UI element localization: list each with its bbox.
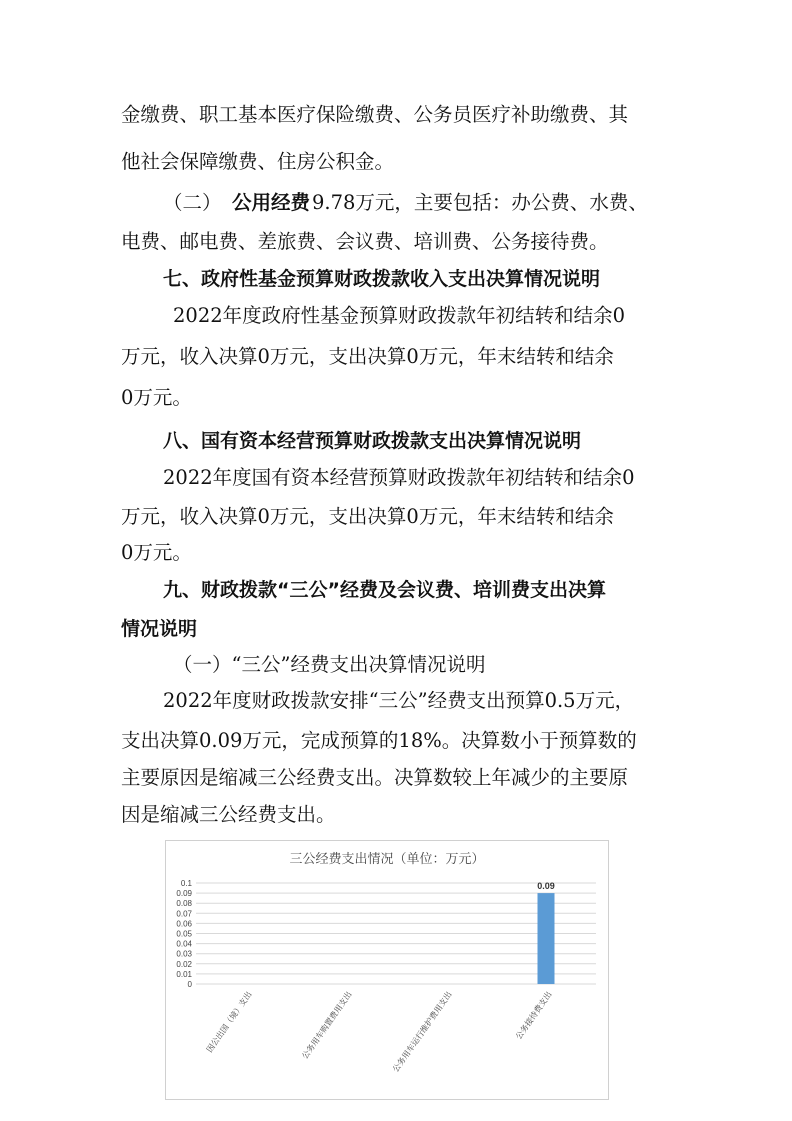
- x-category-label: 公务用车运行维护费用支出: [391, 989, 454, 1074]
- bar-chart: [166, 841, 608, 1099]
- y-tick-label: 0: [187, 980, 192, 989]
- text-line: 9.78万元，主要包括：办公费、水费、: [312, 191, 648, 214]
- text-line: 2022年度财政拨款安排“三公”经费支出预算0.5万元，: [163, 689, 635, 712]
- text-line: 主要原因是缩减三公经费支出。决算数较上年减少的主要原: [121, 766, 629, 789]
- bold-term: 公用经费: [232, 191, 311, 214]
- y-tick-label: 0.03: [176, 949, 192, 959]
- text-line: 他社会保障缴费、住房公积金。: [121, 150, 395, 173]
- text-line: 0万元。: [121, 541, 192, 564]
- y-tick-label: 0.1: [180, 879, 192, 888]
- y-tick-label: 0.06: [176, 919, 192, 929]
- heading-7: 七、政府性基金预算财政拨款收入支出决算情况说明: [163, 268, 601, 290]
- x-category-label: 公务用车购置费用支出: [300, 989, 354, 1061]
- subsection-heading: （一）“三公”经费支出决算情况说明: [173, 653, 486, 676]
- data-label: 0.09: [537, 881, 555, 892]
- text-line: 因是缩减三公经费支出。: [121, 803, 336, 826]
- text-line: 万元，收入决算0万元，支出决算0万元，年末结转和结余: [121, 505, 614, 528]
- y-tick-label: 0.08: [176, 899, 192, 909]
- heading-9: 九、财政拨款“三公”经费及会议费、培训费支出决算: [163, 579, 606, 601]
- subsection-label: （二）: [163, 191, 222, 214]
- y-tick-label: 0.01: [176, 969, 192, 979]
- text-line: 万元，收入决算0万元，支出决算0万元，年末结转和结余: [121, 345, 614, 368]
- heading-8: 八、国有资本经营预算财政拨款支出决算情况说明: [163, 430, 582, 452]
- text-line: 2022年度国有资本经营预算财政拨款年初结转和结余0: [163, 466, 635, 489]
- text-line: 支出决算0.09万元，完成预算的18%。决算数小于预算数的: [121, 729, 637, 752]
- y-tick-label: 0.07: [176, 909, 192, 919]
- x-category-label: 公务接待费支出: [514, 989, 554, 1042]
- y-tick-label: 0.05: [176, 929, 192, 939]
- text-line: 金缴费、职工基本医疗保险缴费、公务员医疗补助缴费、其: [121, 103, 629, 126]
- y-tick-label: 0.02: [176, 959, 192, 969]
- text-line: 2022年度政府性基金预算财政拨款年初结转和结余0: [173, 304, 626, 327]
- x-category-label: 因公出国（境）支出: [204, 989, 254, 1055]
- y-tick-label: 0.04: [176, 939, 192, 949]
- chart-container: [165, 840, 609, 1100]
- chart-title: 三公经费支出情况（单位：万元）: [289, 851, 485, 866]
- heading-9-cont: 情况说明: [121, 618, 198, 640]
- bar: [538, 893, 555, 984]
- text-line: 0万元。: [121, 386, 192, 409]
- text-line: 电费、邮电费、差旅费、会议费、培训费、公务接待费。: [121, 230, 609, 253]
- y-tick-label: 0.09: [176, 889, 192, 899]
